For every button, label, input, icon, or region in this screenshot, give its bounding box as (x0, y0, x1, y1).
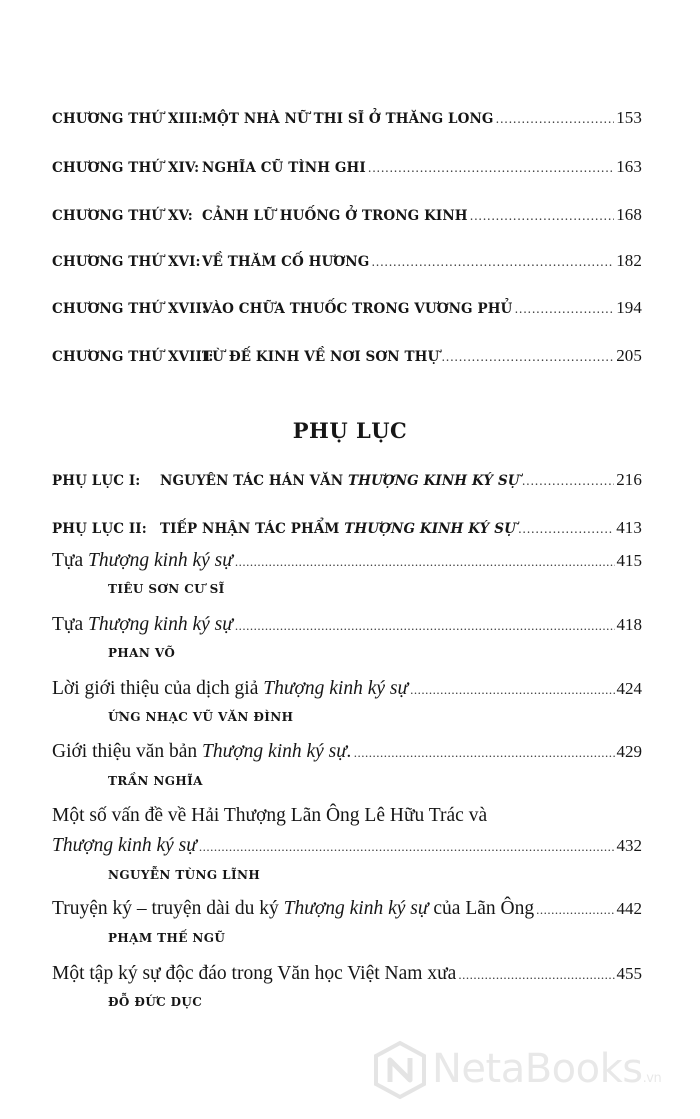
chapter-title: NGHĨA CŨ TÌNH GHI (202, 160, 366, 176)
article-title (52, 835, 197, 857)
watermark-text (432, 1046, 661, 1092)
page-number: 205 (616, 346, 642, 365)
article-title-text: Tựa (52, 614, 89, 635)
article-author: ĐỖ ĐỨC DỤC (108, 995, 203, 1009)
toc-entry-article-4 (52, 741, 642, 763)
article-title-text: Giới thiệu văn bản (52, 741, 203, 762)
watermark-suffix: .vn (642, 1071, 662, 1086)
dot-leader (199, 835, 615, 857)
appendix-label: PHỤ LỤC I: (52, 473, 141, 489)
appendix-title-text: TIẾP NHẬN TÁC PHẨM (160, 521, 345, 537)
article-title-text: Truyện ký – truyện dài du ký (52, 898, 284, 919)
toc-entry-article-5 (52, 835, 642, 857)
article-title (52, 898, 534, 920)
toc-entry-chapter-15 (52, 205, 642, 225)
chapter-label: CHƯƠNG THỨ XVI: (52, 254, 201, 270)
article-title-italic: Thượng kinh ký sự (263, 678, 409, 699)
appendix-title (160, 521, 516, 537)
toc-entry-chapter-18 (52, 346, 642, 366)
chapter-title: CẢNH LỮ HUỐNG Ở TRONG KINH (202, 208, 468, 224)
chapter-label: CHƯƠNG THỨ XVIII: (52, 349, 214, 365)
page-number: 429 (616, 742, 642, 761)
article-title-italic: Thượng kinh ký sự. (202, 741, 352, 762)
dot-leader (536, 898, 614, 920)
page-number: 168 (616, 205, 642, 224)
page-number: 418 (616, 615, 642, 634)
toc-entry-chapter-16 (52, 251, 642, 271)
page-number: 432 (616, 836, 642, 855)
dot-leader (470, 208, 615, 224)
chapter-title: VỀ THĂM CỐ HƯƠNG (202, 254, 370, 270)
neta-hexagon-logo-icon (372, 1040, 428, 1100)
page-number: 455 (616, 964, 642, 983)
chapter-label: CHƯƠNG THỨ XIV: (52, 160, 200, 176)
article-title-text: Lời giới thiệu của dịch giả (52, 678, 264, 699)
toc-entry-article-6 (52, 898, 642, 920)
article-author: ỨNG NHẠC VŨ VĂN ĐÌNH (108, 710, 294, 724)
page-number: 413 (616, 518, 642, 537)
dot-leader (522, 473, 615, 489)
article-title (52, 678, 408, 700)
page-number: 194 (616, 298, 642, 317)
appendix-title (160, 473, 520, 489)
article-author: PHAN VÕ (108, 646, 176, 660)
page-number: 424 (616, 679, 642, 698)
article-title-text: Tựa (52, 550, 89, 571)
dot-leader (235, 614, 615, 636)
article-title-italic: Thượng kinh ký sự (52, 835, 197, 856)
page-number: 442 (616, 899, 642, 918)
article-title-text: Một tập ký sự độc đáo trong Văn học Việt Nam xưa (52, 963, 457, 984)
article-title-text: Một số vấn đề về Hải Thượng Lãn Ông Lê Hữu Trác và (52, 805, 488, 826)
toc-entry-chapter-13 (52, 108, 642, 128)
article-author: TRẦN NGHĨA (108, 774, 203, 788)
chapter-label: CHƯƠNG THỨ XIII: (52, 111, 203, 127)
dot-leader (354, 741, 615, 763)
toc-entry-article-1 (52, 550, 642, 572)
toc-entry-article-3 (52, 678, 642, 700)
page-number: 216 (616, 470, 642, 489)
page-number: 182 (616, 251, 642, 270)
toc-entry-article-5-line1 (52, 805, 642, 827)
appendix-title-text: NGUYÊN TÁC HÁN VĂN (160, 473, 348, 489)
appendix-label: PHỤ LỤC II: (52, 521, 147, 537)
article-title (52, 550, 233, 572)
dot-leader (514, 301, 614, 317)
article-title (52, 741, 352, 763)
article-author: TIÊU SƠN CƯ SĨ (108, 582, 225, 596)
chapter-label: CHƯƠNG THỨ XV: (52, 208, 193, 224)
page-number: 415 (616, 551, 642, 570)
dot-leader (235, 550, 615, 572)
dot-leader (518, 521, 614, 537)
dot-leader (496, 111, 615, 127)
chapter-title: TỪ ĐẾ KINH VỀ NƠI SƠN THỰ (202, 349, 440, 365)
dot-leader (371, 254, 614, 270)
toc-entry-chapter-17 (52, 298, 642, 318)
dot-leader (441, 349, 614, 365)
article-author: NGUYỄN TÙNG LĨNH (108, 868, 261, 882)
appendix-title-italic: THƯỢNG KINH KÝ SỰ (348, 473, 520, 489)
page-number: 153 (616, 108, 642, 127)
chapter-label: CHƯƠNG THỨ XVII: (52, 301, 208, 317)
dot-leader (410, 678, 614, 700)
watermark-brand: NetaBooks (432, 1046, 643, 1092)
page-number: 163 (616, 157, 642, 176)
dot-leader (458, 963, 614, 985)
toc-entry-appendix-1 (52, 470, 642, 490)
netabooks-watermark (372, 1040, 692, 1100)
dot-leader (368, 160, 614, 176)
toc-entry-article-2 (52, 614, 642, 636)
toc-entry-appendix-2 (52, 518, 642, 538)
article-author: PHẠM THẾ NGŨ (108, 931, 226, 945)
article-title (52, 614, 233, 636)
article-title-italic: Thượng kinh ký sự (283, 898, 429, 919)
appendix-title-italic: THƯỢNG KINH KÝ SỰ (344, 521, 516, 537)
chapter-title: VÀO CHỮA THUỐC TRONG VƯƠNG PHỦ (202, 301, 513, 317)
article-title-italic: Thượng kinh ký sự (88, 550, 233, 571)
toc-entry-chapter-14 (52, 157, 642, 177)
article-title-suffix: của Lãn Ông (428, 898, 535, 919)
article-title-italic: Thượng kinh ký sự (88, 614, 233, 635)
section-title: PHỤ LỤC (292, 418, 408, 443)
chapter-title: MỘT NHÀ NỮ THI SĨ Ở THĂNG LONG (202, 111, 494, 127)
toc-entry-article-7 (52, 963, 642, 985)
